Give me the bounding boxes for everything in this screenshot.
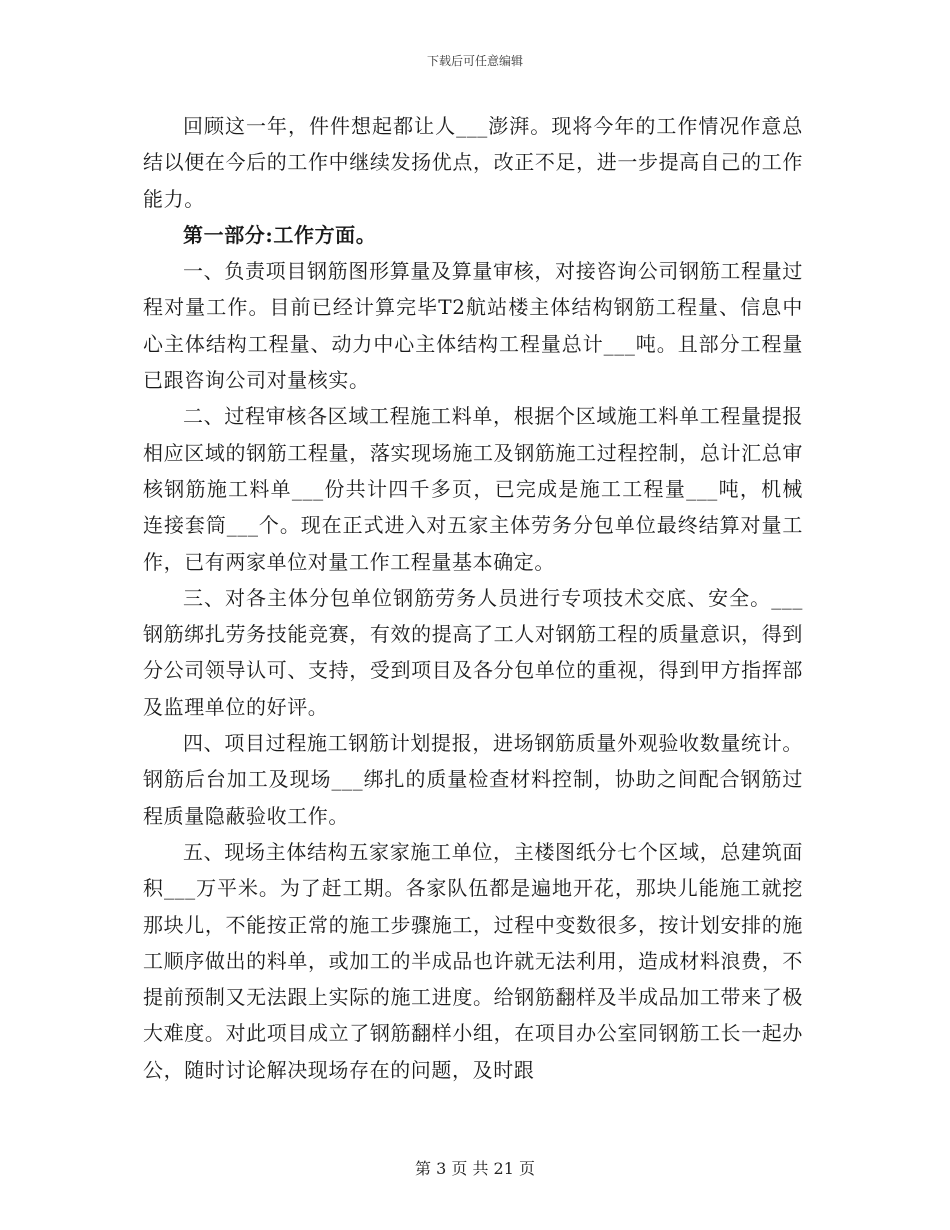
paragraph-item-1: 一、负责项目钢筋图形算量及算量审核，对接咨询公司钢筋工程量过程对量工作。目前已经计算完毕T2航站楼主体结构钢筋工程量、信息中心主体结构工程量、动力中心主体结构工程量总计___吨。且部分工程量已跟咨询公司对量核实。 [143,259,803,393]
document-body [143,108,803,1088]
page-number-footer: 第 3 页 共 21 页 [415,1159,535,1178]
paragraph-item-2: 二、过程审核各区域工程施工料单，根据个区域施工料单工程量提报相应区域的钢筋工程量，落实现场施工及钢筋施工过程控制，总计汇总审核钢筋施工料单___份共计四千多页，已完成是施工工程量___吨，机械连接套筒___个。现在正式进入对五家主体劳务分包单位最终结算对量工作，已有两家单位对量工作工程量基本确定。 [143,404,803,574]
page-header: 下载后可任意编辑 [426,54,523,68]
paragraph-intro: 回顾这一年，件件想起都让人___澎湃。现将今年的工作情况作意总结以便在今后的工作中继续发扬优点，改正不足，进一步提高自己的工作能力。 [143,114,803,211]
paragraph-item-3: 三、对各主体分包单位钢筋劳务人员进行专项技术交底、安全。___钢筋绑扎劳务技能竞赛，有效的提高了工人对钢筋工程的质量意识，得到分公司领导认可、支持，受到项目及各分包单位的重视，得到甲方指挥部及监理单位的好评。 [143,585,803,719]
paragraph-item-4: 四、项目过程施工钢筋计划提报，进场钢筋质量外观验收数量统计。钢筋后台加工及现场___绑扎的质量检查材料控制，协助之间配合钢筋过程质量隐蔽验收工作。 [143,731,803,828]
section-heading: 第一部分:工作方面。 [183,222,377,247]
paragraph-item-5: 五、现场主体结构五家家施工单位，主楼图纸分七个区域，总建筑面积___万平米。为了赶工期。各家队伍都是遍地开花，那块儿能施工就挖那块儿，不能按正常的施工步骤施工，过程中变数很多，按计划安排的施工顺序做出的料单，或加工的半成品也许就无法利用，造成材料浪费，不提前预制又无法跟上实际的施工进度。给钢筋翻样及半成品加工带来了极大难度。对此项目成立了钢筋翻样小组，在项目办公室同钢筋工长一起办公，随时讨论解决现场存在的问题，及时跟 [143,839,803,1082]
